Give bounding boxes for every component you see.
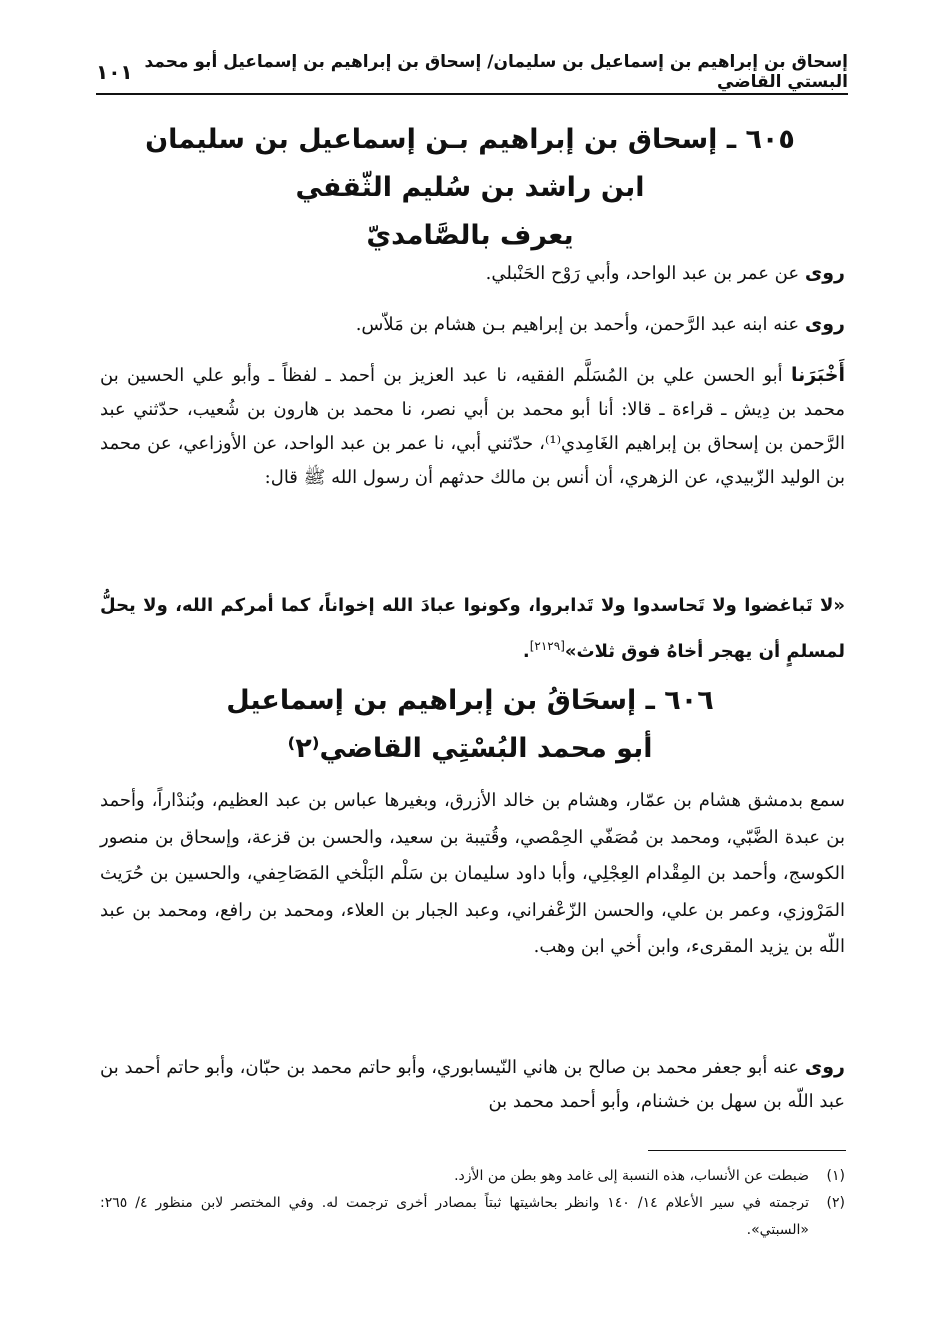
entry-605-narrated-from-lead: روى xyxy=(804,262,845,284)
entry-606-heard-from xyxy=(100,783,845,966)
entry-606-narrated-by xyxy=(100,1050,845,1119)
footnotes xyxy=(100,1163,845,1244)
entry-605-hadith xyxy=(100,586,845,672)
entry-605-isnad-text: أبو الحسن علي بن المُسَلَّم الفقيه، نا عبد العزيز بن أحمد ـ لفظاً ـ وأبو علي الحسين بن محمد بن دِيش ـ قراءة ـ قالا: أنا أبو محمد بن أبي نصر، نا محمد بن هارون بن شُعيب، حدّثني عبد الرَّحمن بن إسحاق بن إبراهيم الغَامِدي⁽¹⁾، حدّثني أبي، نا عمر بن عبد الواحد، عن الأوزاعي، عن محمد بن الوليد الزّبيدي، عن الزهري، أن أنس بن مالك حدثهم أن رسول الله ﷺ قال: xyxy=(100,365,845,488)
footnote-2 xyxy=(100,1190,845,1244)
entry-606-title-line-1: ٦٠٦ ـ إسحَاقُ بن إبراهيم بن إسماعيل xyxy=(226,685,714,716)
footnote-1-number: (١) xyxy=(826,1168,845,1184)
entry-605-title-line-3: يعرف بالصَّامديّ xyxy=(366,220,574,251)
entry-606-narrated-by-text: عنه أبو جعفر محمد بن صالح بن هاني النّيسابوري، وأبو حاتم محمد بن حبّان، وأبو حاتم أحمد بن عبد اللّه بن سهل بن خشنام، وأبو أحمد محمد بن xyxy=(100,1057,845,1112)
entry-605-narrated-from-text: عن عمر بن عبد الواحد، وأبي رَوْح الحَنْبلي. xyxy=(485,263,805,284)
entry-605-narrated-by-text: عنه ابنه عبد الرَّحمن، وأحمد بن إبراهيم بـن هشام بن مَلاّس. xyxy=(355,314,805,335)
entry-606-title xyxy=(100,677,840,773)
footnote-rule xyxy=(648,1150,846,1151)
footnote-1-text: ضبطت عن الأنساب، هذه النسبة إلى غامد وهو بطن من الأزد. xyxy=(454,1168,809,1184)
footnote-2-text: ترجمته في سير الأعلام ١٤/ ١٤٠ وانظر بحاشيتها ثبتاً بمصادر أخرى ترجمت له. وفي المختصر لابن منظور ٤/ ٢٦٥: «السبتي». xyxy=(100,1195,810,1238)
entry-605-isnad-lead: أَخْبَرَنا xyxy=(790,364,845,386)
page-number: ١٠١ xyxy=(96,60,133,84)
entry-605-title-line-1: ٦٠٥ ـ إسحاق بن إبراهيم بـن إسماعيل بن سليمان xyxy=(145,124,795,155)
entry-606-narrated-by-lead: روى xyxy=(804,1056,845,1078)
entry-606-heard-from-text: سمع بدمشق هشام بن عمّار، وهشام بن خالد الأزرق، وبغيرها عباس بن عبد العظيم، وبُندْاراً، وأحمد بن عبدة الضَّبّي، ومحمد بن مُصَفّي الحِمْصي، وقُتيبة بن سعيد، والحسن بن قزعة، وإسحاق بن منصور الكوسج، وأحمد بن المِقْدام العِجْلِي، وأبا داود سليمان بن سَلْم البَلْخي المَصَاحِفي، والحسين بن حُرَيث المَرْوزي، وعمر بن علي، والحسن الزّعْفراني، وعبد الجبار بن العلاء، ومحمد بن رافع، ومحمد بن عبد اللّه بن يزيد المقرىء، وابن أخي ابن وهب. xyxy=(100,790,845,957)
entry-605-title xyxy=(100,116,840,260)
running-header xyxy=(96,52,848,92)
footnote-1 xyxy=(100,1163,845,1190)
entry-605-narrated-by-lead: روى xyxy=(804,313,845,335)
footnote-2-number: (٢) xyxy=(826,1195,845,1211)
entry-605-isnad xyxy=(100,358,845,495)
entry-605-title-line-2: ابن راشد بن سُليم الثّقفي xyxy=(295,172,645,203)
entry-605-hadith-text: «لا تَباغضوا ولا تَحاسدوا ولا تَدابروا، وكونوا عبادَ الله إخواناً، كما أمركم الله، ولا يحلُّ لمسلمٍ أن يهجر أخاهُ فوق ثلاث» xyxy=(100,595,845,662)
entry-605-hadith-ref: [٢١٢٩] xyxy=(529,639,565,653)
entry-605-hadith-end: . xyxy=(522,641,530,662)
entry-605-narrated-from xyxy=(100,256,845,291)
entry-605-narrated-by xyxy=(100,307,845,342)
running-title: إسحاق بن إبراهيم بن إسماعيل بن سليمان/ إسحاق بن إبراهيم بن إسماعيل أبو محمد البستي القاضي xyxy=(144,52,848,92)
header-rule xyxy=(96,93,848,95)
entry-606-title-line-2: أبو محمد البُسْتِي القاضي⁽٢⁾ xyxy=(287,733,653,764)
